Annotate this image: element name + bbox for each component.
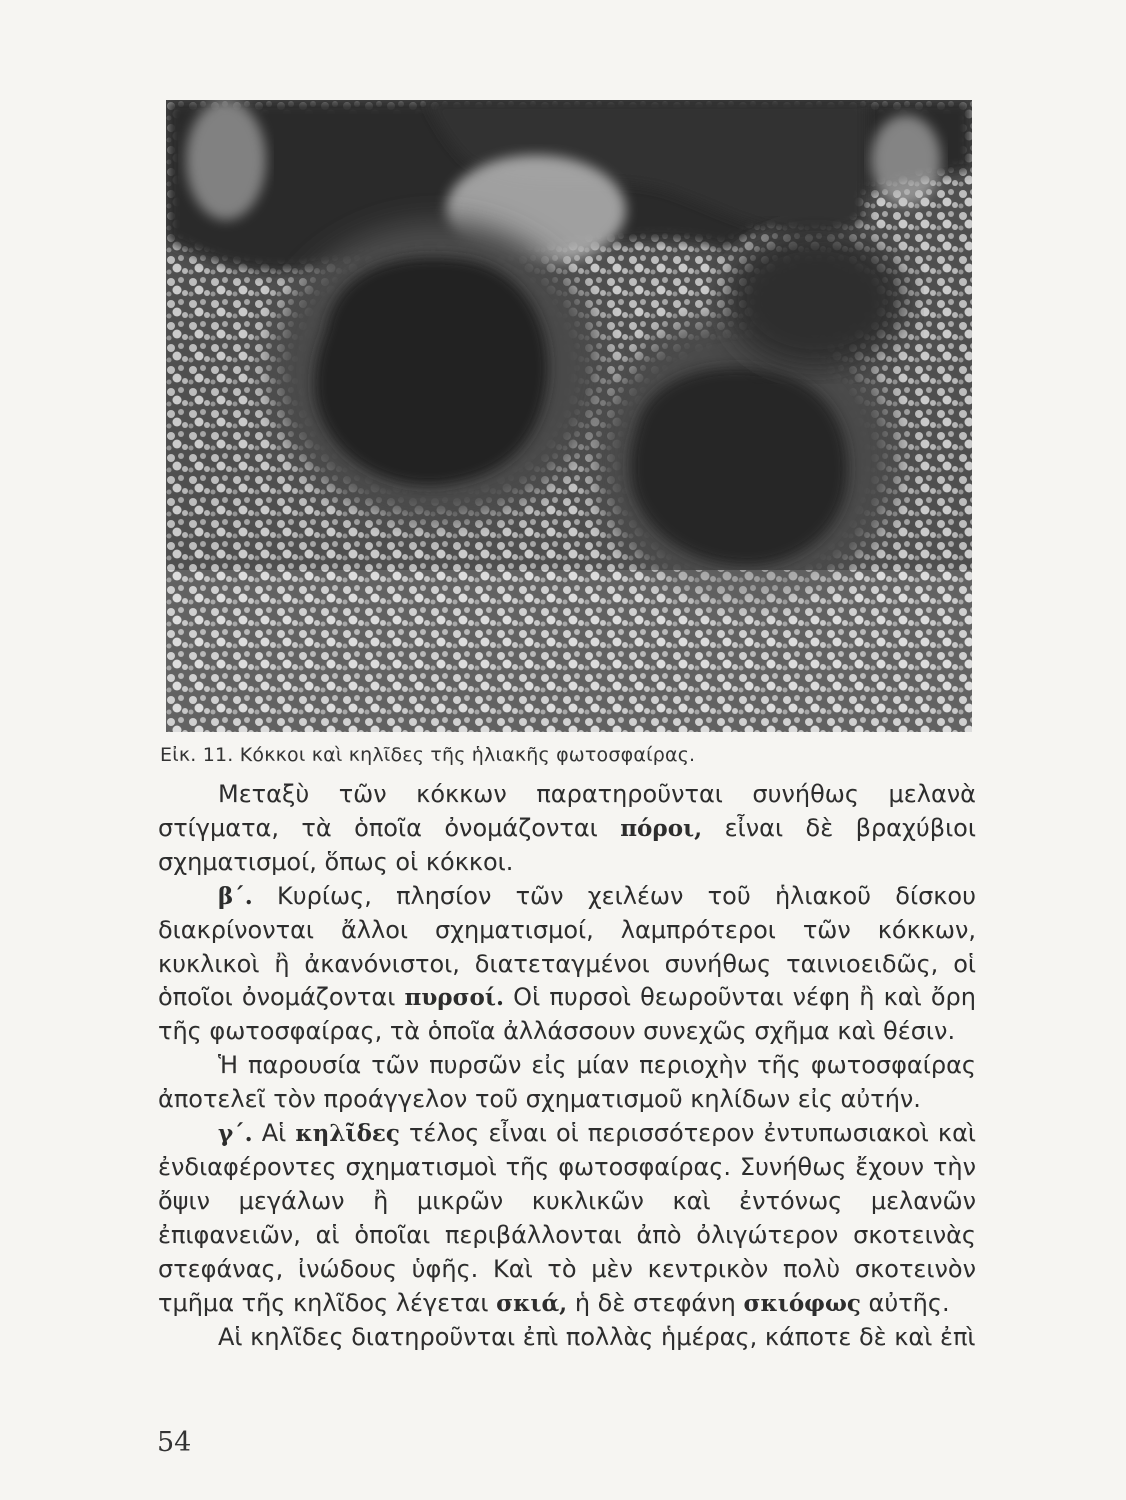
section-label-beta: β΄. [218,882,253,910]
paragraph-pores: Μεταξὺ τῶν κόκκων παρατηροῦνται συνήθως μελανὰ στίγματα, τὰ ὁποῖα ὀνομάζονται πόροι, εἶναι δὲ βραχύβιοι σχηματισμοί, ὅπως οἱ κόκκοι. [158,780,976,876]
paragraph-duration: Αἱ κηλῖδες διατηροῦνται ἐπὶ πολλὰς ἡμέρας, κάποτε δὲ καὶ ἐπὶ [218,1322,976,1351]
paragraph-faculae-presence: Ἡ παρουσία τῶν πυρσῶν εἰς μίαν περιοχὴν τῆς φωτοσφαίρας ἀποτελεῖ τὸν προάγγελον τοῦ σχηματισμοῦ κηλίδων εἰς αὐτήν. [158,1051,976,1114]
term-penumbra: σκιόφως [743,1289,861,1317]
sunspot-granulation-image [166,100,972,732]
paragraph-sunspots: γ΄. Αἱ κηλῖδες τέλος εἶναι οἱ περισσότερον ἐντυπωσιακοὶ καὶ ἐνδιαφέροντες σχηματισμοὶ τῆς φωτοσφαίρας. Συνήθως ἔχουν τὴν ὄψιν μεγάλων ἢ μικρῶν κυκλικῶν καὶ ἐντόνως μελανῶν ἐπιφανειῶν, αἱ ὁποῖαι περιβάλλονται ἀπὸ ὀλιγώτερον σκοτεινὰς στεφάνας, ἰνώδους ὑφῆς. Καὶ τὸ μὲν κεντρικὸν πολὺ σκοτεινὸν τμῆμα τῆς κηλῖδος λέγεται σκιά, ἡ δὲ στεφάνη σκιόφως αὐτῆς. [158,1119,977,1317]
section-label-gamma: γ΄. [218,1120,253,1148]
paragraph-faculae: β΄. Κυρίως, πλησίον τῶν χειλέων τοῦ ἡλιακοῦ δίσκου διακρίνονται ἄλλοι σχηματισμοί, λαμπρότεροι τῶν κόκκων, κυκλικοὶ ἢ ἀκανόνιστοι, διατεταγμένοι συνήθως ταινιοειδῶς, οἱ ὁποῖοι ὀνομάζονται πυρσοί. Οἱ πυρσοὶ θεωροῦνται νέφη ἢ καὶ ὄρη τῆς φωτοσφαίρας, τὰ ὁποῖα ἀλλάσσουν συνεχῶς σχῆμα καὶ θέσιν. [158,881,976,1046]
term-umbra: σκιά, [496,1289,568,1317]
term-pores: πόροι, [620,814,703,842]
photosphere-photo [166,100,972,732]
page-number: 54 [157,1427,192,1458]
body-text [158,778,976,1354]
figure-caption: Εἰκ. 11. Κόκκοι καὶ κηλῖδες τῆς ἡλιακῆς φωτοσφαίρας. [160,744,696,766]
term-faculae: πυρσοί. [404,984,505,1012]
term-sunspots: κηλῖδες [295,1120,400,1148]
